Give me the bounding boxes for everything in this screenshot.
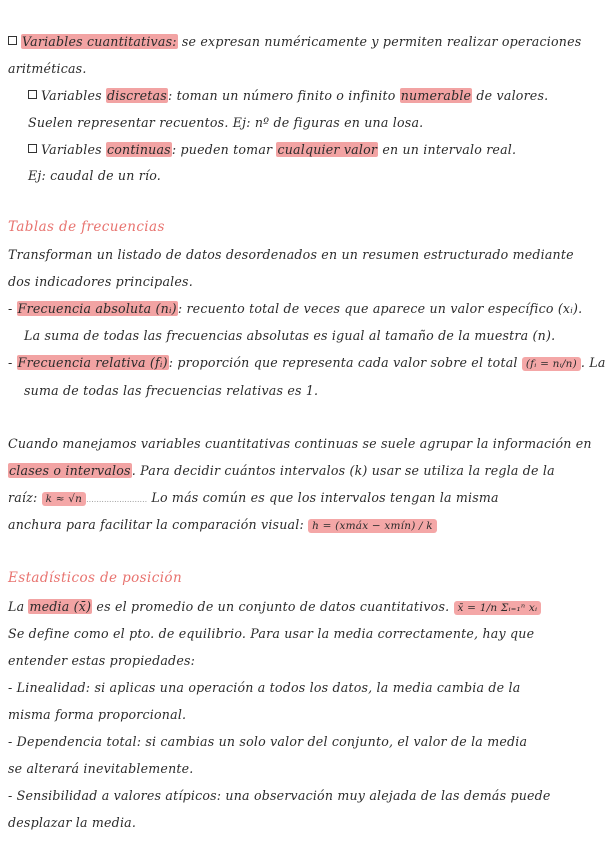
relative-freq-formula: (fᵢ = nᵢ/n) xyxy=(522,357,581,371)
heading-position-stats: Estadísticos de posición xyxy=(8,570,183,586)
mean-line-3: entender estas propiedades: xyxy=(8,653,196,668)
linearity-line-2: misma forma proporcional. xyxy=(8,707,187,722)
width-formula: h = (xmáx − xmín) / k xyxy=(308,519,437,533)
linearity-line: - Linealidad: si aplicas una operación a todos los datos, la media cambia de la xyxy=(8,680,521,695)
mean-line-2: Se define como el pto. de equilibrio. Para usar la media correctamente, hay que xyxy=(8,626,535,641)
freq-intro-line-2: dos indicadores principales. xyxy=(8,274,193,289)
sqrt-rule-formula: k ≈ √n xyxy=(42,492,87,506)
mean-term: media (x̄) xyxy=(29,599,92,614)
grouping-line-2: clases o intervalos. Para decidir cuántos intervalos (k) usar se utiliza la regla de la xyxy=(9,463,555,478)
discrete-term: discretas xyxy=(107,88,167,103)
grouping-line-4: anchura para facilitar la comparación visual: h = (xmáx − xmín) / k xyxy=(8,514,592,536)
absolute-freq-sum: La suma de todas las frecuencias absolutas es igual al tamaño de la muestra (n). xyxy=(24,328,556,343)
classes-term: clases o intervalos xyxy=(9,463,131,478)
relative-freq-sum: suma de todas las frecuencias relativas es 1. xyxy=(24,383,319,398)
checkbox-icon xyxy=(28,144,37,153)
grouping-line-1: Cuando manejamos variables cuantitativas continuas se suele agrupar la información en xyxy=(8,436,592,451)
dependence-line-2: se alterará inevitablemente. xyxy=(8,761,194,776)
mean-formula: x̄ = 1/n Σᵢ₌₁ⁿ xᵢ xyxy=(454,601,542,615)
continuous-example: Ej: caudal de un río. xyxy=(28,168,161,183)
freq-intro-line-1: Transforman un listado de datos desordenados en un resumen estructurado mediante xyxy=(8,247,574,262)
numerable-term: numerable xyxy=(400,88,472,103)
checkbox-icon xyxy=(28,90,37,99)
mean-line-1: La media (x̄) es el promedio de un conjunto de datos cuantitativos. x̄ = 1/n Σᵢ₌₁ⁿ xᵢ xyxy=(8,596,592,618)
continuous-term: continuas xyxy=(107,142,171,157)
grouping-line-3: raíz: k ≈ √n ........................ Lo más común es que los intervalos tengan la misma xyxy=(8,490,499,505)
discrete-example: Suelen representar recuentos. Ej: nº de figuras en una losa. xyxy=(28,115,424,130)
absolute-freq-line: - Frecuencia absoluta (nᵢ): recuento total de veces que aparece un valor específico (xᵢ). xyxy=(8,301,583,316)
discrete-vars-line: Variables discretas: toman un número finito o infinito numerable de valores. xyxy=(28,85,592,107)
checkbox-icon xyxy=(8,36,17,45)
outliers-line: - Sensibilidad a valores atípicos: una observación muy alejada de las demás puede xyxy=(8,788,551,803)
outliers-line-2: desplazar la media. xyxy=(8,815,137,830)
quant-vars-term: Variables cuantitativas: xyxy=(22,34,177,49)
relative-freq-line: - Frecuencia relativa (fᵢ): proporción que representa cada valor sobre el total (fᵢ = nᵢ/n) . La xyxy=(8,355,606,370)
absolute-freq-term: Frecuencia absoluta (nᵢ) xyxy=(17,301,177,316)
any-value-term: cualquier valor xyxy=(277,142,378,157)
dotted-leader: ........................ xyxy=(86,495,148,504)
continuous-vars-line: Variables continuas: pueden tomar cualquier valor en un intervalo real. xyxy=(28,139,592,161)
relative-freq-term: Frecuencia relativa (fᵢ) xyxy=(17,355,168,370)
dependence-line: - Dependencia total: si cambias un solo valor del conjunto, el valor de la media xyxy=(8,734,528,749)
quant-vars-line: Variables cuantitativas: se expresan numéricamente y permiten realizar operaciones xyxy=(8,31,592,53)
heading-frequency-tables: Tablas de frecuencias xyxy=(8,219,165,235)
quant-vars-line-2: aritméticas. xyxy=(8,61,87,76)
